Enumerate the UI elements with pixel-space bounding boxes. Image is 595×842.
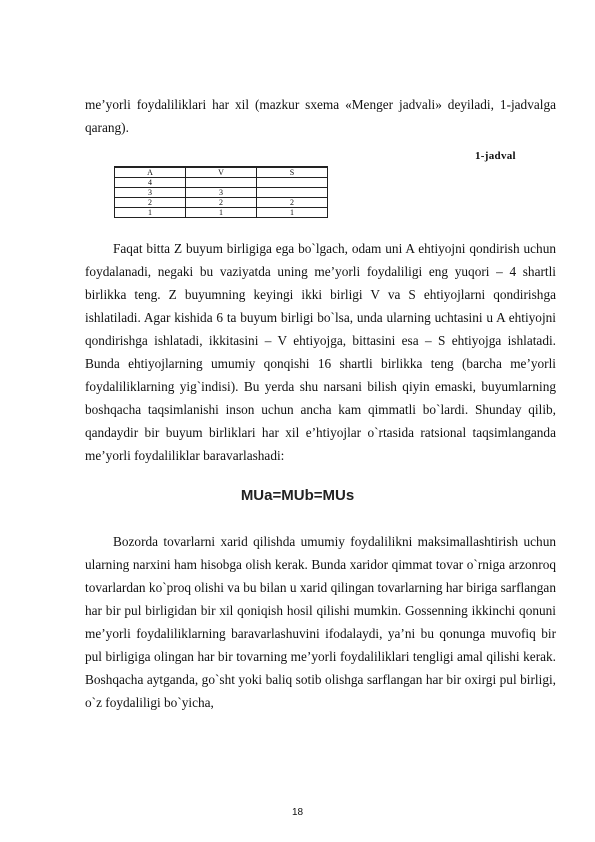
intro-paragraph: me’yorli foydaliliklari har xil (mazkur sxema «Menger jadvali» deyiladi, 1-jadvalga qarang). [85, 97, 556, 135]
table-cell: 2 [186, 198, 257, 208]
table-row [115, 198, 328, 208]
table-cell: 4 [115, 178, 186, 188]
table-header-row [115, 167, 328, 178]
table-cell: 1 [115, 208, 186, 218]
menger-table [114, 166, 328, 218]
table-cell [186, 178, 257, 188]
table-cell: 3 [186, 188, 257, 198]
table-cell: 2 [115, 198, 186, 208]
table-cell: 1 [257, 208, 328, 218]
table-cell [257, 178, 328, 188]
table-header-cell: A [115, 167, 186, 178]
table-row [115, 188, 328, 198]
table-cell [257, 188, 328, 198]
table-caption: 1-jadval [475, 150, 516, 162]
table-header-cell: S [257, 167, 328, 178]
table-header-cell: V [186, 167, 257, 178]
table-cell: 2 [257, 198, 328, 208]
equimarginal-formula: MUa=MUb=MUs [240, 487, 355, 504]
table-row [115, 178, 328, 188]
page-number: 18 [291, 807, 304, 818]
explanation-paragraph: Faqat bitta Z buyum birligiga ega bo`lgach, odam uni A ehtiyojni qondirish uchun foydalanadi, negaki bu vaziyatda uning me’yorli foydaliligi eng yuqori – 4 shartli birlikka teng. Z buyumning keyingi ikki birligi V va S ehtiyojlarni qondirishga ishlatiladi. Agar kishida 6 ta buyum birligi bo`lsa, unda ularning uchtasini u A ehtiyojni qondirishga ishlatadi, ikkitasini – V ehtiyojga, bittasini esa – S ehtiyojga ishlatadi. Bunda ehtiyojlarning umumiy qonqishi 16 shartli birlikka teng (barcha me’yorli foydaliliklarning yig`indisi). Bu yerda shu narsani bilish qiyin emaski, buyumlarning boshqacha taqsimlanishi inson uchun ancha kam qimmatli bo`lardi. Shunday qilib, qandaydir bir buyum birliklari har xil e’htiyojlar o`rtasida ratsional taqsimlanganda me’yorli foydaliliklar baravarlashadi: [85, 241, 556, 463]
table-row [115, 208, 328, 218]
gossen-paragraph: Bozorda tovarlarni xarid qilishda umumiy foydalilikni maksimallashtirish uchun ularning narxini ham hisobga olish kerak. Bunda xaridor qimmat tovar o`rniga arzonroq tovarlardan ko`proq olishi va bu bilan u xarid qilingan tovarlarning har biriga sarflangan har bir pul birligidan bir xil qoniqish hosil qilishi mumkin. Gossenning ikkinchi qonuni me’yorli foydaliliklarning baravarlashuvini ifodalaydi, ya’ni bu qonunga muvofiq bir pul birligiga olingan har bir tovarning me’yorli foydaliliklari tengligi amal qilishi kerak. Boshqacha aytganda, go`sht yoki baliq sotib olishga sarflangan har bir oxirgi pul birligi, o`z foydaliligi bo`yicha, [85, 534, 556, 710]
table-cell: 3 [115, 188, 186, 198]
table-cell: 1 [186, 208, 257, 218]
